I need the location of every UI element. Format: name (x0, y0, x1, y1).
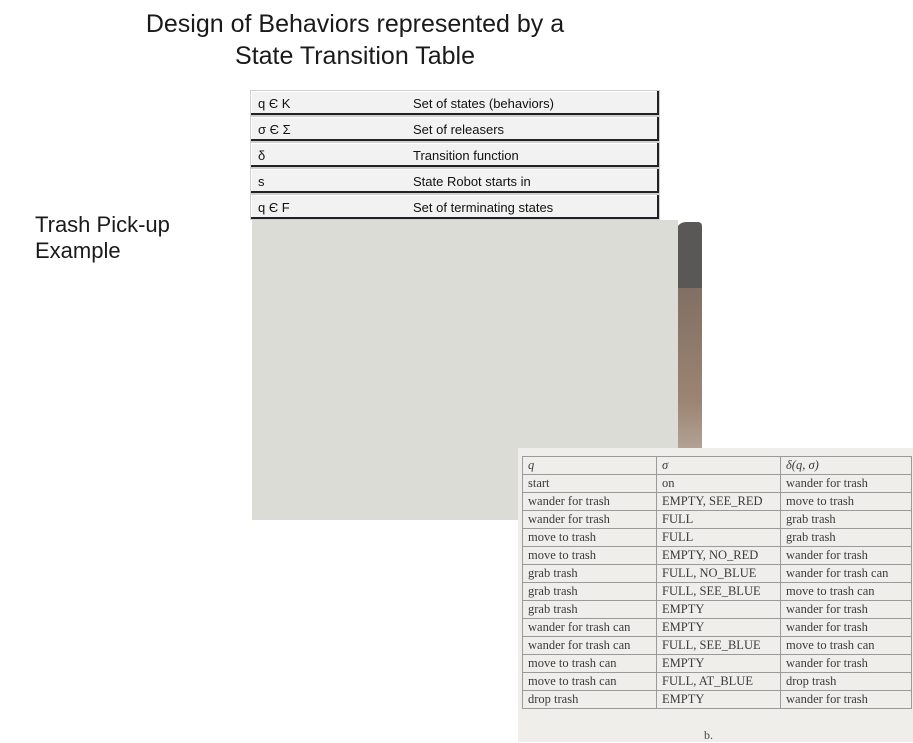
definition-symbol: q Є F (258, 200, 290, 215)
state-cell: move to trash (523, 547, 657, 565)
table-row (523, 655, 912, 673)
state-cell: wander for trash (523, 511, 657, 529)
releaser-cell: FULL, SEE_BLUE (657, 637, 781, 655)
state-cell: move to trash (523, 529, 657, 547)
next-state-cell: wander for trash (781, 547, 912, 565)
slide-title (60, 8, 650, 72)
definition-row (250, 142, 660, 168)
definition-row (250, 90, 660, 116)
releaser-cell: EMPTY (657, 619, 781, 637)
releaser-cell: EMPTY (657, 601, 781, 619)
table-row (523, 547, 912, 565)
releaser-cell: FULL, AT_BLUE (657, 673, 781, 691)
releaser-cell: EMPTY, NO_RED (657, 547, 781, 565)
table-row (523, 583, 912, 601)
figure-caption: b. (704, 728, 713, 742)
definition-symbol: s (258, 174, 265, 189)
state-cell: wander for trash can (523, 619, 657, 637)
state-transition-table (522, 456, 912, 709)
table-row (523, 475, 912, 493)
state-cell: start (523, 475, 657, 493)
definitions-table (250, 90, 660, 220)
table-row (523, 673, 912, 691)
state-transition-figure (518, 448, 913, 742)
table-row (523, 565, 912, 583)
next-state-cell: wander for trash (781, 655, 912, 673)
slide-title-line-2: State Transition Table (235, 42, 475, 70)
releaser-cell: FULL (657, 529, 781, 547)
definition-meaning: Set of states (behaviors) (413, 96, 554, 111)
table-photo (252, 220, 889, 742)
definition-row (250, 116, 660, 142)
definition-symbol: q Є K (258, 96, 291, 111)
definition-meaning: Set of releasers (413, 122, 505, 137)
state-cell: grab trash (523, 583, 657, 601)
definition-meaning: State Robot starts in (413, 174, 531, 189)
table-row (523, 493, 912, 511)
state-cell: grab trash (523, 601, 657, 619)
table-row (523, 529, 912, 547)
definition-row (250, 168, 660, 194)
example-label (35, 212, 170, 264)
definition-symbol: σ Є Σ (258, 122, 291, 137)
releaser-cell: on (657, 475, 781, 493)
example-label-line-1: Trash Pick-up (35, 212, 170, 237)
header-transition: δ(q, σ) (781, 457, 912, 475)
next-state-cell: move to trash can (781, 637, 912, 655)
definition-meaning: Transition function (413, 148, 519, 163)
definition-row (250, 194, 660, 220)
releaser-cell: FULL (657, 511, 781, 529)
table-row (523, 637, 912, 655)
definition-meaning: Set of terminating states (413, 200, 554, 215)
next-state-cell: grab trash (781, 529, 912, 547)
releaser-cell: EMPTY (657, 691, 781, 709)
next-state-cell: move to trash (781, 493, 912, 511)
table-body (523, 475, 912, 709)
releaser-cell: EMPTY, SEE_RED (657, 493, 781, 511)
next-state-cell: wander for trash (781, 691, 912, 709)
next-state-cell: grab trash (781, 511, 912, 529)
table-row (523, 619, 912, 637)
releaser-cell: EMPTY (657, 655, 781, 673)
next-state-cell: wander for trash (781, 475, 912, 493)
header-releaser: σ (657, 457, 781, 475)
state-cell: move to trash can (523, 655, 657, 673)
next-state-cell: move to trash can (781, 583, 912, 601)
table-header-row (523, 457, 912, 475)
releaser-cell: FULL, NO_BLUE (657, 565, 781, 583)
definition-symbol: δ (258, 148, 266, 163)
header-state: q (523, 457, 657, 475)
slide-title-line-1: Design of Behaviors represented by a (145, 10, 565, 38)
next-state-cell: wander for trash (781, 619, 912, 637)
example-label-line-2: Example (35, 238, 121, 263)
state-cell: wander for trash can (523, 637, 657, 655)
next-state-cell: wander for trash (781, 601, 912, 619)
state-cell: move to trash can (523, 673, 657, 691)
next-state-cell: wander for trash can (781, 565, 912, 583)
table-row (523, 691, 912, 709)
table-row (523, 601, 912, 619)
state-cell: grab trash (523, 565, 657, 583)
state-cell: wander for trash (523, 493, 657, 511)
releaser-cell: FULL, SEE_BLUE (657, 583, 781, 601)
state-cell: drop trash (523, 691, 657, 709)
table-row (523, 511, 912, 529)
next-state-cell: drop trash (781, 673, 912, 691)
